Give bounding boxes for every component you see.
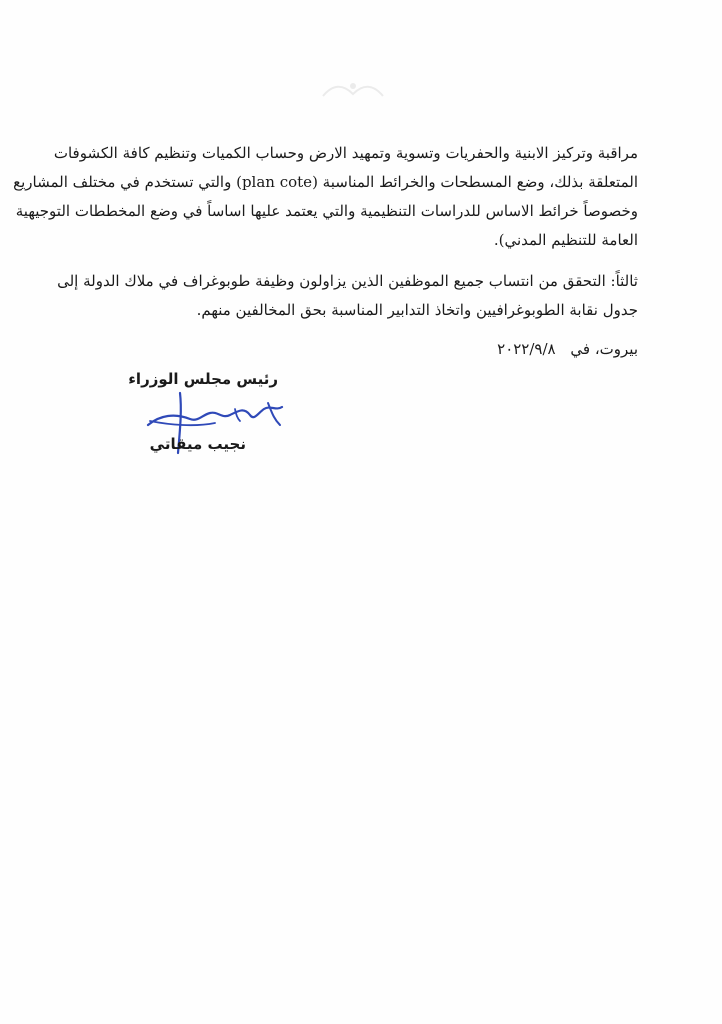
place-label: بيروت، في xyxy=(570,340,638,358)
paragraph-line: ثالثاً: التحقق من انتساب جميع الموظفين الذين يزاولون وظيفة طوبوغراف في ملاك الدولة إلى xyxy=(57,272,638,290)
document-date: ٢٠٢٢/٩/٨ xyxy=(497,340,556,358)
paragraph-line: المتعلقة بذلك، وضع المسطحات والخرائط المناسبة (plan cote) والتي تستخدم في مختلف المشاريع xyxy=(13,173,638,191)
paragraph-line: جدول نقابة الطوبوغرافيين واتخاذ التدابير المناسبة بحق المخالفين منهم. xyxy=(196,301,638,319)
watermark-emblem-icon xyxy=(318,76,388,106)
place-date-line xyxy=(487,337,638,361)
paragraph-line: وخصوصاً خرائط الاساس للدراسات التنظيمية والتي يعتمد عليها اساساً في وضع المخططات التوجيهية xyxy=(15,202,638,220)
paragraph-line: العامة للتنظيم المدني). xyxy=(493,231,638,249)
paragraph-survey-duties xyxy=(13,139,638,255)
paragraph-third-item xyxy=(57,267,638,325)
signatory-name: نجيب ميقاتي xyxy=(149,435,246,453)
signatory-title: رئيس مجلس الوزراء xyxy=(128,370,278,388)
paragraph-line: مراقبة وتركيز الابنية والحفريات وتسوية وتمهيد الارض وحساب الكميات وتنظيم كافة الكشوفات xyxy=(53,144,638,162)
